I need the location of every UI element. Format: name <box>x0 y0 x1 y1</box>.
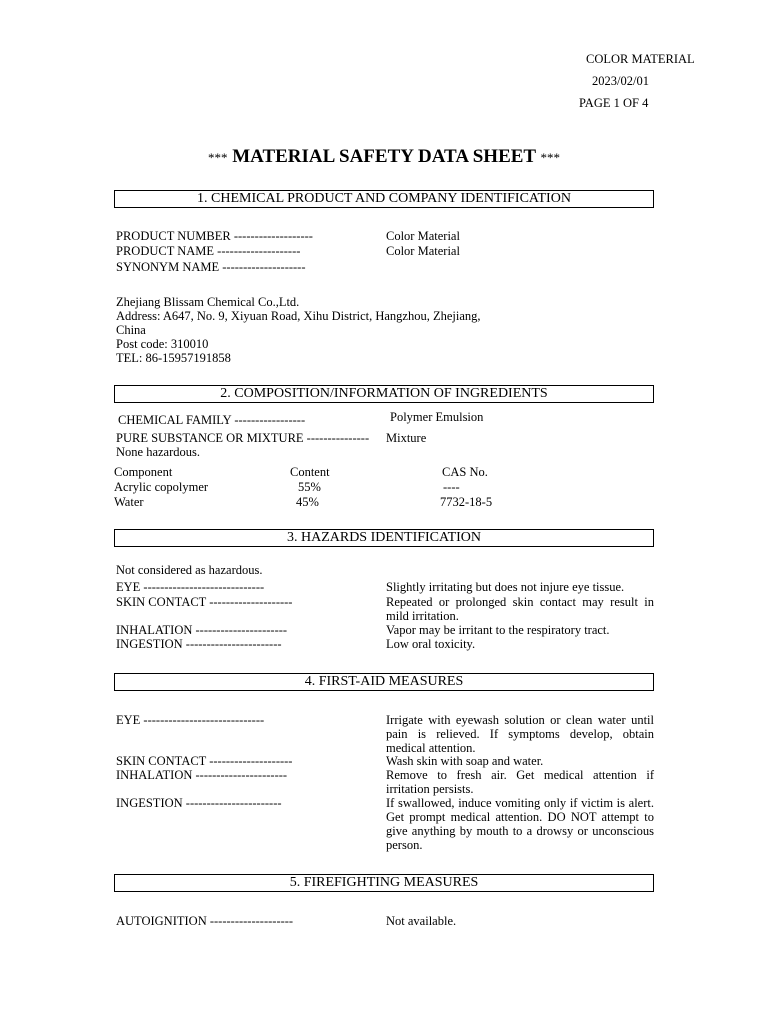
first-aid-ingestion-value: If swallowed, induce vomiting only if victim is alert. Get prompt medical attention. DO NOT attempt to give anything by mouth to a drowsy or unconscious person. <box>386 796 654 852</box>
hazards-intro: Not considered as hazardous. <box>116 563 263 577</box>
first-aid-eye-value: Irrigate with eyewash solution or clean water until pain is relieved. If symptoms develop, obtain medical attention. <box>386 713 654 755</box>
hazard-skin-value: Repeated or prolonged skin contact may result in mild irritation. <box>386 595 654 623</box>
hazard-ingestion-value: Low oral toxicity. <box>386 637 476 651</box>
first-aid-inhalation-label: INHALATION ---------------------- <box>116 768 288 782</box>
autoignition-label: AUTOIGNITION -------------------- <box>116 914 294 928</box>
table-row-component: Acrylic copolymer <box>114 480 209 494</box>
company-address-line1: Address: A647, No. 9, Xiyuan Road, Xihu District, Hangzhou, Zhejiang, <box>116 309 481 323</box>
section-5-heading: 5. FIREFIGHTING MEASURES <box>114 874 654 892</box>
table-header-component: Component <box>114 465 173 479</box>
table-row-cas: ---- <box>443 480 460 494</box>
document-date: 2023/02/01 <box>592 74 649 88</box>
autoignition-value: Not available. <box>386 914 457 928</box>
company-name: Zhejiang Blissam Chemical Co.,Ltd. <box>116 295 300 309</box>
title-text: MATERIAL SAFETY DATA SHEET <box>232 146 536 167</box>
product-name-label: PRODUCT NAME -------------------- <box>116 244 301 258</box>
first-aid-ingestion-label: INGESTION ----------------------- <box>116 796 282 810</box>
section-4-heading: 4. FIRST-AID MEASURES <box>114 673 654 691</box>
section-2-heading: 2. COMPOSITION/INFORMATION OF INGREDIENTS <box>114 385 654 403</box>
first-aid-skin-label: SKIN CONTACT -------------------- <box>116 754 293 768</box>
mixture-value: Mixture <box>386 431 427 445</box>
hazard-skin-label: SKIN CONTACT -------------------- <box>116 595 293 609</box>
table-row-content: 45% <box>296 495 319 509</box>
table-row-content: 55% <box>298 480 321 494</box>
company-tel: TEL: 86-15957191858 <box>116 351 231 365</box>
hazard-eye-value: Slightly irritating but does not injure eye tissue. <box>386 580 625 594</box>
section-1-heading: 1. CHEMICAL PRODUCT AND COMPANY IDENTIFICATION <box>114 190 654 208</box>
table-header-cas: CAS No. <box>442 465 488 479</box>
hazard-eye-label: EYE ----------------------------- <box>116 580 265 594</box>
first-aid-eye-label: EYE ----------------------------- <box>116 713 265 727</box>
hazard-ingestion-label: INGESTION ----------------------- <box>116 637 282 651</box>
chemical-family-label: CHEMICAL FAMILY ----------------- <box>118 413 306 427</box>
product-number-label: PRODUCT NUMBER ------------------- <box>116 229 313 243</box>
document-title <box>0 146 768 168</box>
product-name-value: Color Material <box>386 244 460 258</box>
synonym-name-label: SYNONYM NAME -------------------- <box>116 260 306 274</box>
company-address-line2: China <box>116 323 146 337</box>
section-3-heading: 3. HAZARDS IDENTIFICATION <box>114 529 654 547</box>
page-number: PAGE 1 OF 4 <box>579 96 649 110</box>
document-name: COLOR MATERIAL <box>586 52 695 66</box>
hazard-inhalation-label: INHALATION ---------------------- <box>116 623 288 637</box>
mixture-label: PURE SUBSTANCE OR MIXTURE --------------- <box>116 431 370 445</box>
table-row-component: Water <box>114 495 144 509</box>
table-header-content: Content <box>290 465 330 479</box>
hazard-note: None hazardous. <box>116 445 200 459</box>
hazard-inhalation-value: Vapor may be irritant to the respiratory tract. <box>386 623 610 637</box>
company-post-code: Post code: 310010 <box>116 337 209 351</box>
title-stars-right: *** <box>540 150 561 165</box>
product-number-value: Color Material <box>386 229 460 243</box>
first-aid-inhalation-value: Remove to fresh air. Get medical attention if irritation persists. <box>386 768 654 796</box>
table-row-cas: 7732-18-5 <box>440 495 493 509</box>
first-aid-skin-value: Wash skin with soap and water. <box>386 754 544 768</box>
title-stars-left: *** <box>207 150 228 165</box>
chemical-family-value: Polymer Emulsion <box>390 410 484 424</box>
